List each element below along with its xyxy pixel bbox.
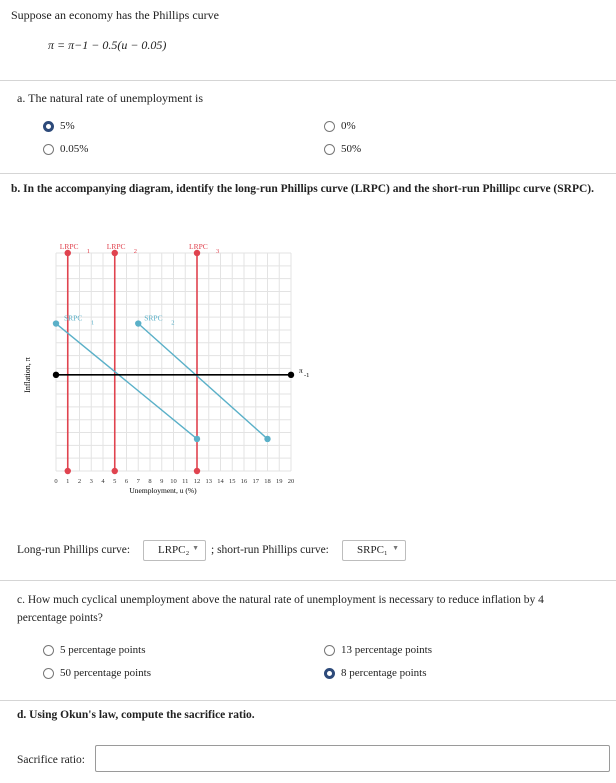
phillips-equation: π = π−1 − 0.5(u − 0.05): [48, 38, 167, 52]
option-c-5-points-radio[interactable]: [43, 645, 54, 656]
x-tick-label: 1: [66, 478, 70, 485]
lrpc-prompt-label: Long-run Phillips curve:: [17, 544, 131, 556]
x-tick-label: 8: [148, 478, 152, 485]
option-c-13-points-radio[interactable]: [324, 645, 335, 656]
series-start-point-SRPC1: [53, 320, 59, 326]
x-tick-label: 7: [136, 478, 140, 485]
sacrifice-ratio-input[interactable]: [95, 745, 610, 772]
x-tick-label: 0: [54, 478, 58, 485]
series-label-sub-SRPC1: 1: [91, 319, 95, 327]
x-tick-label: 16: [240, 478, 248, 485]
series-label-sub-SRPC2: 2: [171, 319, 175, 327]
srpc-select[interactable]: [342, 540, 406, 561]
series-end-point-SRPC2: [264, 436, 270, 442]
series-label-sub-LRPC3: 3: [216, 248, 220, 255]
chevron-down-icon: ▼: [392, 544, 399, 552]
option-a-0-05-percent-label[interactable]: 0.05%: [60, 143, 89, 155]
option-c-8-points-radio[interactable]: [324, 668, 335, 679]
option-a-0-percent-label[interactable]: 0%: [341, 120, 356, 132]
x-tick-label: 18: [264, 478, 271, 485]
x-tick-label: 14: [217, 478, 224, 485]
x-tick-label: 9: [160, 478, 164, 485]
series-end-point-LRPC1: [65, 468, 71, 474]
part-a-question: a. The natural rate of unemployment is: [17, 91, 204, 105]
chevron-down-icon: ▼: [192, 544, 199, 552]
x-tick-label: 17: [252, 478, 259, 485]
x-tick-label: 3: [89, 478, 93, 485]
x-tick-label: 19: [276, 478, 283, 485]
lrpc-select[interactable]: [143, 540, 206, 561]
option-a-5-percent-label[interactable]: 5%: [60, 120, 75, 132]
option-a-5-percent-radio[interactable]: [43, 121, 54, 132]
series-end-point-SRPC1: [194, 436, 200, 442]
chart-grid: [56, 253, 291, 471]
x-tick-label: 15: [229, 478, 236, 485]
option-a-50-percent-label[interactable]: 50%: [341, 143, 362, 155]
series-start-point-SRPC2: [135, 320, 141, 326]
x-tick-label: 11: [182, 478, 189, 485]
divider: [0, 80, 616, 81]
chart-labels: [60, 242, 310, 379]
divider: [0, 580, 616, 581]
srpc-prompt-label: ; short-run Phillips curve:: [211, 544, 329, 556]
option-a-0-05-percent-radio[interactable]: [43, 144, 54, 155]
part-b-question: b. In the accompanying diagram, identify the long-run Phillips curve (LRPC) and the short-run Phillipc curve (SRPC).: [11, 183, 595, 195]
series-label-sub-LRPC1: 1: [86, 248, 90, 255]
option-c-13-points-label[interactable]: 13 percentage points: [341, 644, 433, 656]
option-a-0-percent-radio[interactable]: [324, 121, 335, 132]
series-label-π-1: π: [299, 365, 303, 375]
srpc-select-value: SRPC₁: [357, 544, 388, 556]
series-start-point-π-1: [53, 372, 59, 378]
chart-y-axis-label: Inflation, π: [23, 357, 32, 393]
series-label-sub-π-1: -1: [304, 371, 310, 379]
option-c-50-points-label[interactable]: 50 percentage points: [60, 667, 152, 679]
x-tick-label: 6: [124, 478, 129, 485]
option-a-50-percent-radio[interactable]: [324, 144, 335, 155]
divider: [0, 700, 616, 701]
lrpc-select-value: LRPC₂: [158, 544, 190, 556]
part-c-question-line2: percentage points?: [17, 612, 103, 624]
part-d-question: d. Using Okun's law, compute the sacrifice ratio.: [17, 709, 255, 721]
sacrifice-ratio-label: Sacrifice ratio:: [17, 754, 86, 766]
chart-x-ticks: [54, 478, 294, 485]
series-label-SRPC1: SRPC: [64, 313, 83, 323]
option-c-8-points-label[interactable]: 8 percentage points: [341, 667, 427, 679]
option-c-50-points-radio[interactable]: [43, 668, 54, 679]
series-end-point-π-1: [288, 372, 294, 378]
x-tick-label: 13: [205, 478, 212, 485]
intro-text: Suppose an economy has the Phillips curve: [11, 8, 219, 22]
x-tick-label: 20: [287, 478, 295, 485]
series-label-LRPC3: LRPC: [189, 242, 208, 251]
x-tick-label: 4: [101, 478, 105, 485]
option-c-5-points-label[interactable]: 5 percentage points: [60, 644, 146, 656]
series-label-LRPC1: LRPC: [59, 242, 79, 251]
series-end-point-LRPC3: [194, 468, 200, 474]
x-tick-label: 5: [113, 478, 117, 485]
series-end-point-LRPC2: [112, 468, 118, 474]
phillips-curve-chart: [20, 235, 320, 505]
divider: [0, 173, 616, 174]
part-c-question-line1: c. How much cyclical unemployment above the natural rate of unemployment is necessary to reduce inflation by 4: [17, 594, 544, 606]
series-label-sub-LRPC2: 2: [133, 248, 137, 255]
chart-x-axis-label: Unemployment, u (%): [129, 486, 197, 495]
x-tick-label: 10: [170, 478, 177, 485]
x-tick-label: 2: [77, 478, 82, 485]
series-label-LRPC2: LRPC: [106, 242, 126, 251]
series-label-SRPC2: SRPC: [144, 313, 163, 323]
x-tick-label: 12: [193, 478, 201, 485]
